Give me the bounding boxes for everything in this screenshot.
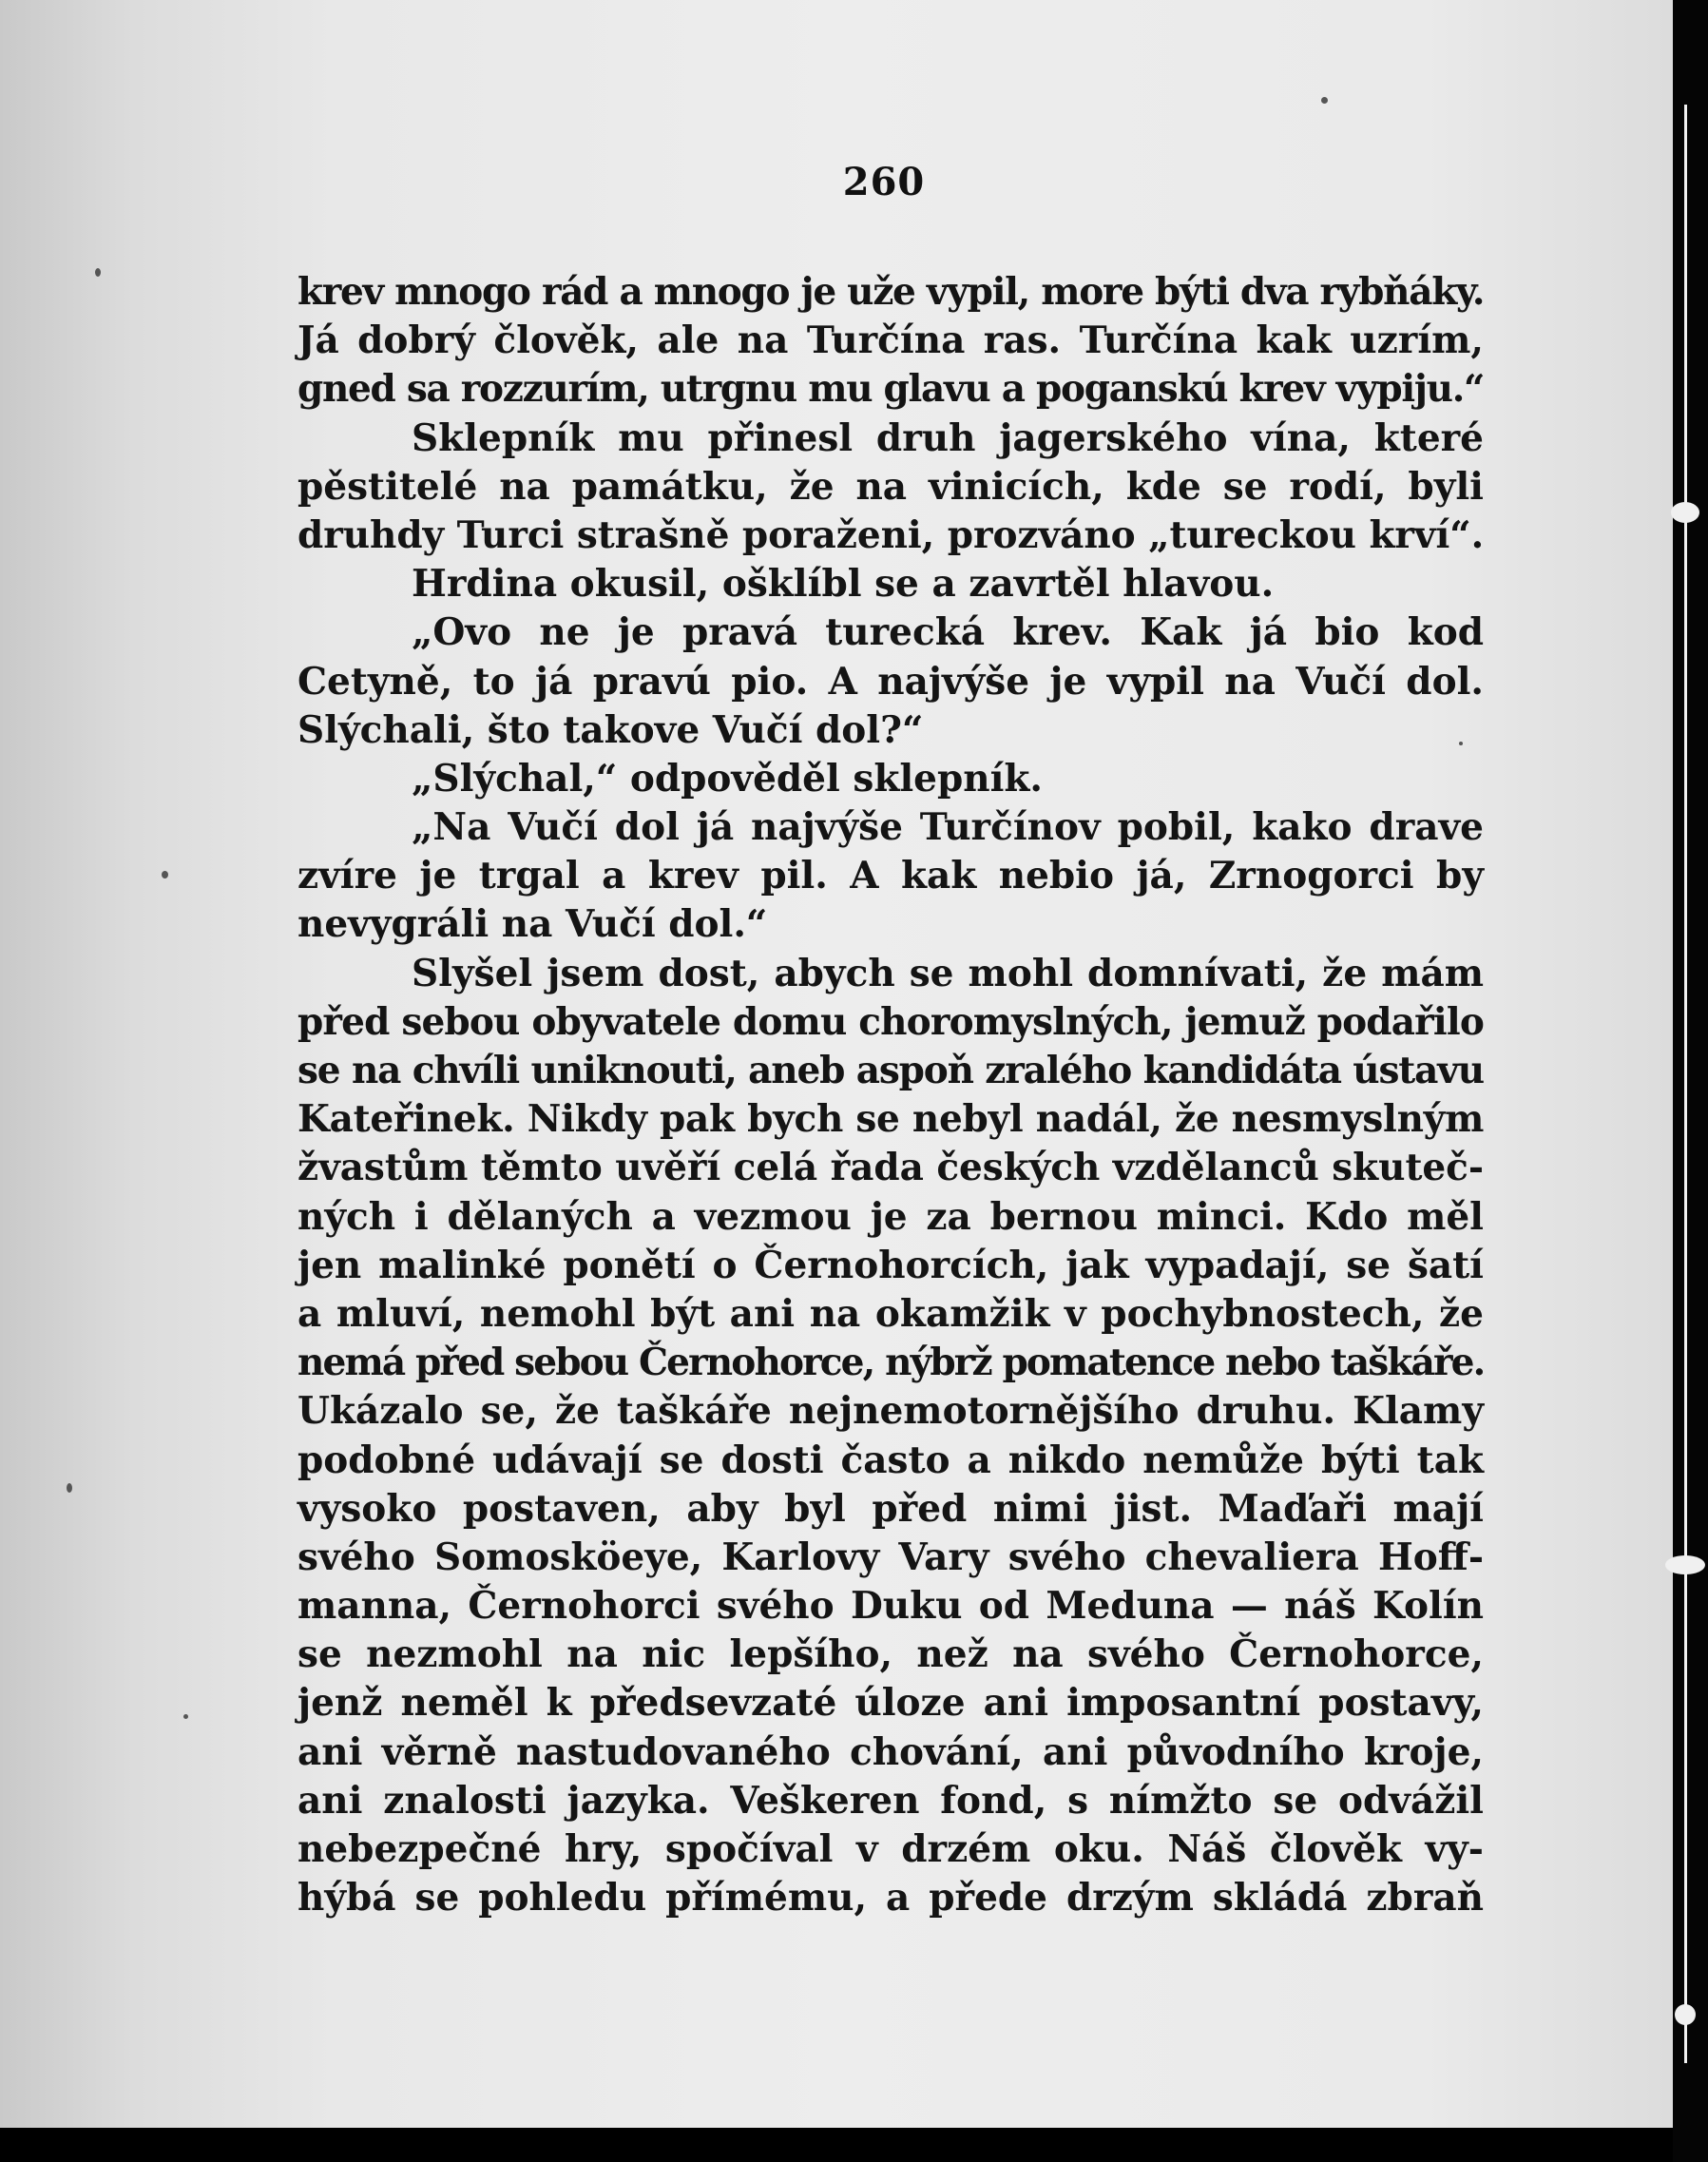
text-line: ani znalosti jazyka. Veškeren fond, s nímžto se odvážil — [297, 1778, 1484, 1823]
dust-speck — [1459, 742, 1463, 745]
text-line: krev mnogo rád a mnogo je uže vypil, more býti dva rybňáky. — [297, 270, 1485, 314]
text-line: druhdy Turci strašně poraženi, prozváno „tureckou krví“. — [297, 512, 1485, 557]
dust-speck — [1321, 97, 1328, 104]
text-line: vysoko postaven, aby byl před nimi jist. Maďaři mají — [297, 1486, 1484, 1531]
text-line: jen malinké ponětí o Černohorcích, jak vypadají, se šatí — [297, 1243, 1484, 1287]
text-line: nemá před sebou Černohorce, nýbrž pomatence nebo taškáře. — [297, 1341, 1485, 1385]
text-line: manna, Černohorci svého Duku od Meduna — náš Kolín — [297, 1584, 1484, 1629]
spine-mark — [1675, 2004, 1696, 2025]
text-line: gned sa rozzurím, utrgnu mu glavu a poganskú krev vypiju.“ — [297, 367, 1485, 412]
text-line: před sebou obyvatele domu choromyslných, jemuž podařilo — [297, 999, 1484, 1044]
text-line: zvíre je trgal a krev pil. A kak nebio já, Zrnogorci by — [297, 854, 1484, 898]
text-line: svého Somosköeye, Karlovy Vary svého chevaliera Hoff- — [297, 1535, 1484, 1579]
text-line: žvastům těmto uvěří celá řada českých vzdělanců skuteč- — [297, 1146, 1484, 1190]
dust-speck — [162, 871, 168, 878]
text-line: „Na Vučí dol já najvýše Turčínov pobil, kako drave — [412, 805, 1484, 850]
text-line: hýbá se pohledu přímému, a přede drzým skládá zbraň — [297, 1876, 1484, 1921]
text-line: ani věrně nastudovaného chování, ani původního kroje, — [297, 1729, 1484, 1774]
body-text — [297, 268, 1484, 1922]
spine-line — [1684, 105, 1687, 2063]
spine-mark — [1671, 502, 1699, 523]
page-number: 260 — [842, 160, 926, 204]
text-line: Ukázalo se, že taškáře nejnemotornějšího druhu. Klamy — [297, 1389, 1484, 1434]
text-line: ných i dělaných a vezmou je za bernou minci. Kdo měl — [297, 1194, 1484, 1239]
text-line: Slýchali, što takove Vučí dol?“ — [297, 707, 924, 752]
text-line: „Ovo ne je pravá turecká krev. Kak já bio kod — [412, 610, 1484, 655]
text-line: Cetyně, to já pravú pio. A najvýše je vypil na Vučí dol. — [297, 659, 1484, 704]
text-line: se na chvíli uniknouti, aneb aspoň zralého kandidáta ústavu — [297, 1049, 1484, 1092]
text-line: se nezmohl na nic lepšího, než na svého Černohorce, — [297, 1632, 1484, 1677]
text-line: „Slýchal,“ odpověděl sklepník. — [412, 756, 1044, 801]
text-line: a mluví, nemohl být ani na okamžik v pochybnostech, že — [297, 1291, 1484, 1336]
text-line: nevygráli na Vučí dol.“ — [297, 902, 768, 947]
dust-speck — [183, 1714, 188, 1719]
text-line: jenž neměl k předsevzaté úloze ani imposantní postavy, — [297, 1681, 1484, 1726]
text-line: Kateřinek. Nikdy pak bych se nebyl nadál, že nesmyslným — [297, 1097, 1485, 1142]
spine-mark — [1665, 1555, 1705, 1574]
text-line: pěstitelé na památku, že na vinicích, kde se rodí, byli — [297, 464, 1484, 509]
text-line: Já dobrý člověk, ale na Turčína ras. Turčína kak uzrím, — [297, 319, 1484, 363]
text-line: Sklepník mu přinesl druh jagerského vína, které — [412, 415, 1484, 460]
text-line: Hrdina okusil, ošklíbl se a zavrtěl hlavou. — [412, 562, 1275, 607]
text-line: Slyšel jsem dost, abych se mohl domnívati, že mám — [412, 951, 1484, 995]
dust-speck — [95, 268, 101, 277]
text-line: podobné udávají se dosti často a nikdo nemůže býti tak — [297, 1438, 1484, 1482]
text-line: nebezpečné hry, spočíval v drzém oku. Náš člověk vy- — [297, 1827, 1484, 1871]
dust-speck — [67, 1483, 72, 1493]
binding-edge — [1673, 0, 1708, 2162]
